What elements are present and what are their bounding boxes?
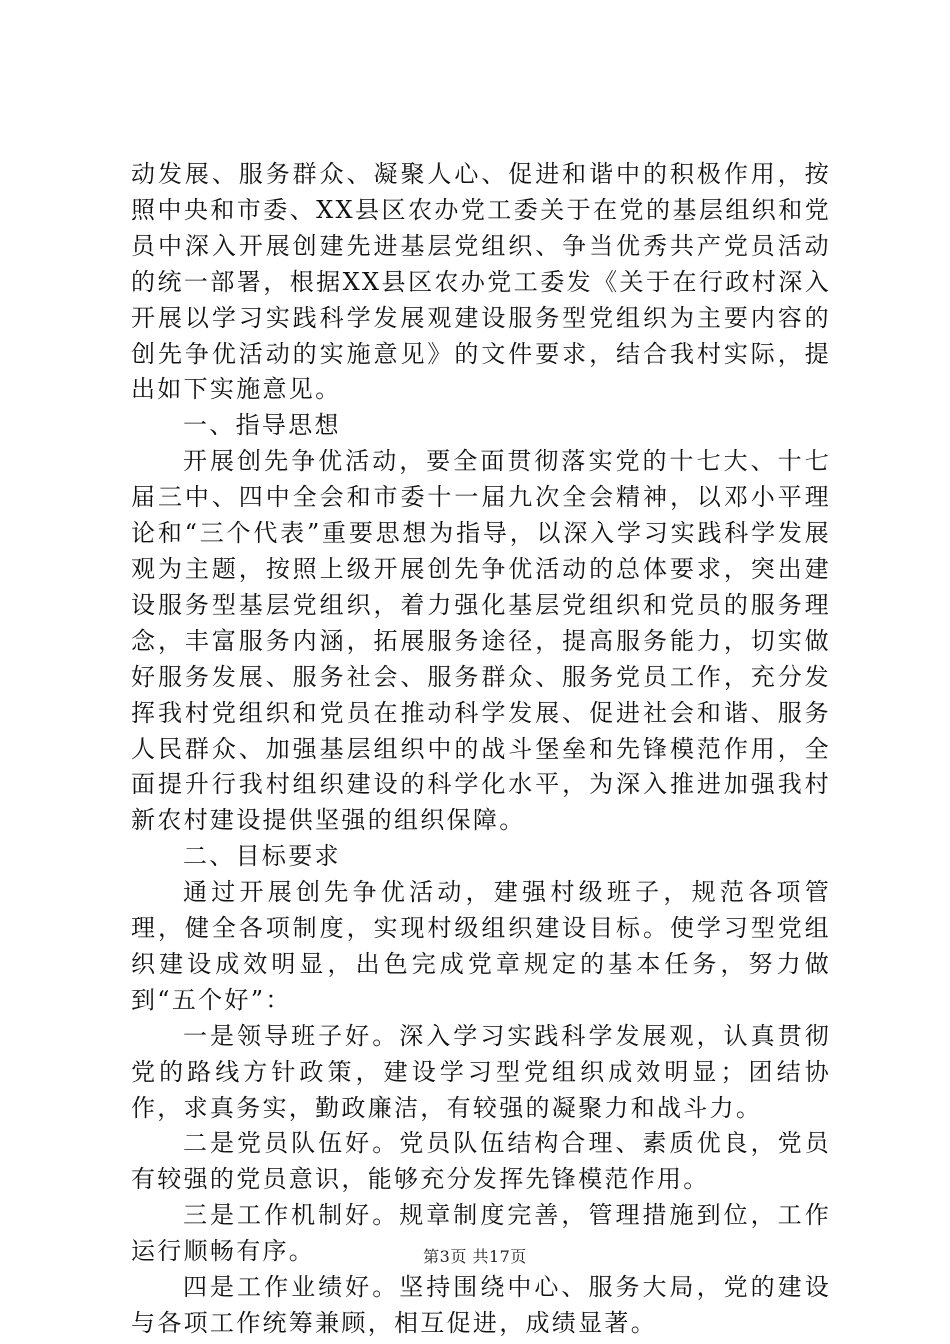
paragraph-goal-members: 二是党员队伍好。党员队伍结构合理、素质优良，党员有较强的党员意识，能够充分发挥先锋模范作用。 [131,1129,831,1194]
paragraph-continuation: 动发展、服务群众、凝聚人心、促进和谐中的积极作用，按照中央和市委、XX县区农办党工委关于在党的基层组织和党员中深入开展创建先进基层党组织、争当优秀共产党员活动的统一部署，根据XX县区农办党工委发《关于在行政村深入开展以学习实践科学发展观建设服务型党组织为主要内容的创先争优活动的实施意见》的文件要求，结合我村实际，提出如下实施意见。 [131,160,831,404]
document-body [131,157,831,1342]
page-number: 第3页 共17页 [423,1247,527,1266]
section-heading-guiding-ideology: 一、指导思想 [183,411,341,440]
section-heading-goals: 二、目标要求 [183,842,341,871]
paragraph-goal-performance: 四是工作业绩好。坚持围绕中心、服务大局，党的建设与各项工作统筹兼顾，相互促进，成绩显著。 [131,1273,831,1337]
paragraph-guiding-ideology: 开展创先争优活动，要全面贯彻落实党的十七大、十七届三中、四中全会和市委十一届九次全会精神，以邓小平理论和“三个代表”重要思想为指导，以深入学习实践科学发展观为主题，按照上级开展创先争优活动的总体要求，突出建设服务型基层党组织，着力强化基层党组织和党员的服务理念，丰富服务内涵，拓展服务途径，提高服务能力，切实做好服务发展、服务社会、服务群众、服务党员工作，充分发挥我村党组织和党员在推动科学发展、促进社会和谐、服务人民群众、加强基层组织中的战斗堡垒和先锋模范作用，全面提升行我村组织建设的科学化水平，为深入推进加强我村新农村建设提供坚强的组织保障。 [131,447,831,835]
paragraph-goal-leadership: 一是领导班子好。深入学习实践科学发展观，认真贯彻党的路线方针政策，建设学习型党组织成效明显；团结协作，求真务实，勤政廉洁，有较强的凝聚力和战斗力。 [131,1021,831,1122]
paragraph-goal-mechanism: 三是工作机制好。规章制度完善，管理措施到位，工作运行顺畅有序。 [131,1201,831,1266]
paragraph-goals: 通过开展创先争优活动，建强村级班子，规范各项管理，健全各项制度，实现村级组织建设目标。使学习型党组织建设成效明显，出色完成党章规定的基本任务，努力做到“五个好”： [131,878,831,1014]
